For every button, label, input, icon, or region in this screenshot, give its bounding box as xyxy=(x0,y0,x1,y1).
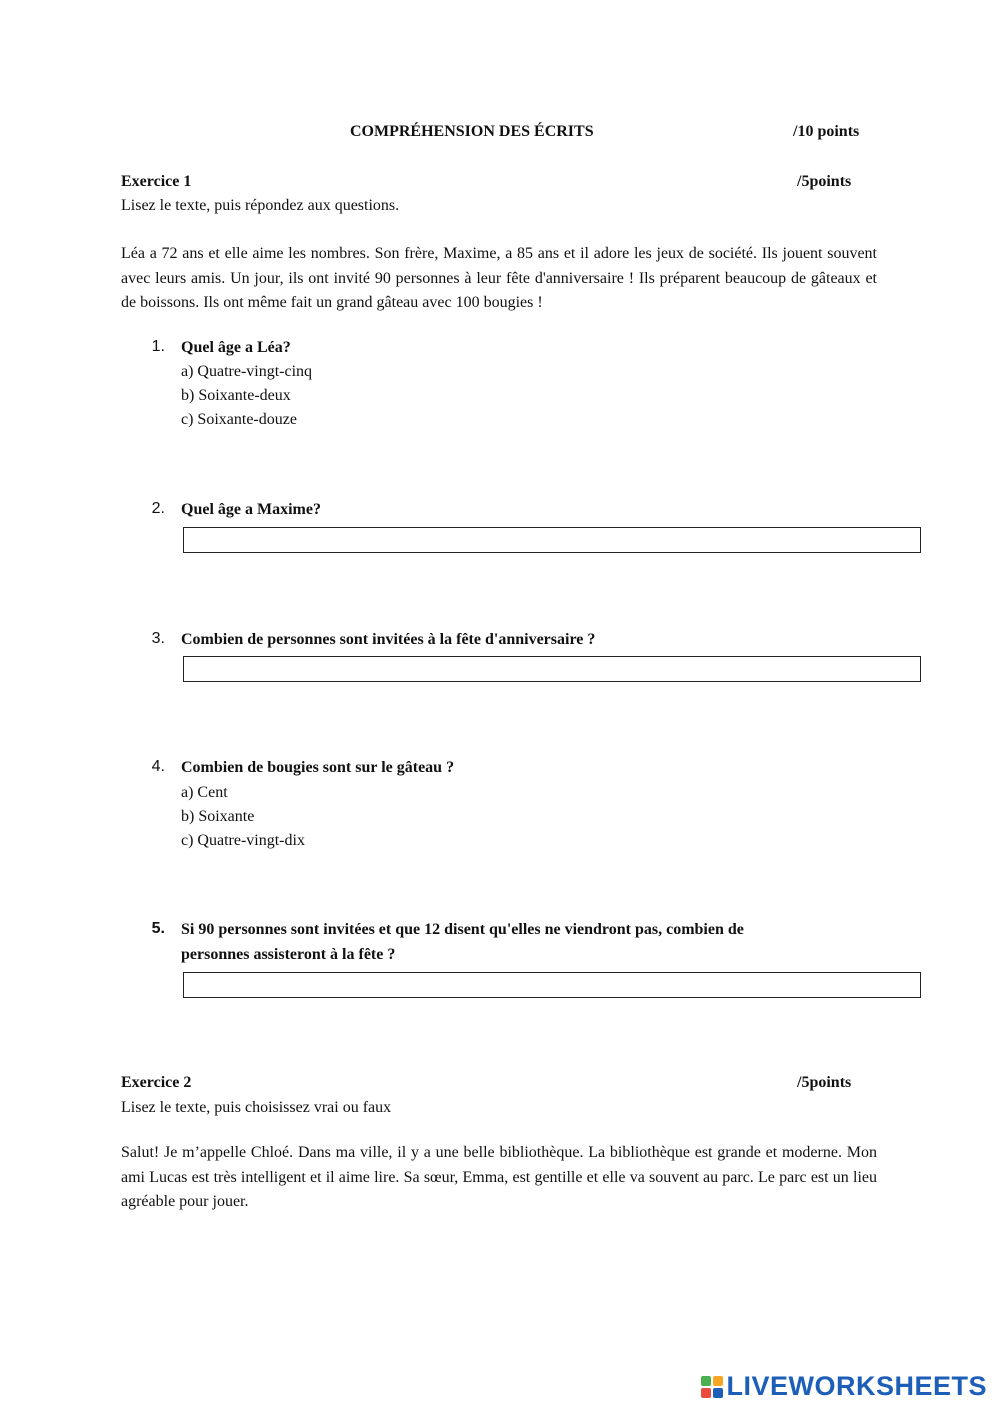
question5-number: 5. xyxy=(151,920,165,937)
question1-option-b[interactable]: b) Soixante-deux xyxy=(181,387,291,404)
exercise2-text: Salut! Je m’appelle Chloé. Dans ma ville, il y a une belle bibliothèque. La bibliothèque est grande et moderne. Mon ami Lucas est très intelligent et il aime lire. Sa sœur, Emma, est gentille et elle va souvent au parc. Le parc est un lieu agréable pour jouer. xyxy=(121,1144,877,1211)
question5-text-line1: Si 90 personnes sont invitées et que 12 disent qu'elles ne viendront pas, combien de xyxy=(181,921,744,938)
page-title: COMPRÉHENSION DES ÉCRITS xyxy=(350,123,594,140)
question2-number: 2. xyxy=(151,500,165,517)
question2-text: Quel âge a Maxime? xyxy=(181,501,321,518)
question1-number: 1. xyxy=(151,338,165,355)
logo-text: LIVEWORKSHEETS xyxy=(726,1371,987,1401)
question1-option-a[interactable]: a) Quatre-vingt-cinq xyxy=(181,363,313,380)
exercise1-text: Léa a 72 ans et elle aime les nombres. Son frère, Maxime, a 85 ans et il adore les jeux de société. Ils jouent souvent avec leurs amis. Un jour, ils ont invité 90 personnes à leur fête d'anniversaire ! Ils préparent beaucoup de gâteaux et de boissons. Ils ont même fait un grand gâteau avec 100 bougies ! xyxy=(121,245,877,312)
question5-answer-box[interactable] xyxy=(183,972,921,998)
exercise2-title: Exercice 2 xyxy=(121,1074,192,1091)
question3-answer-box[interactable] xyxy=(183,656,921,682)
question4-option-b[interactable]: b) Soixante xyxy=(181,808,255,825)
question3-answer-input[interactable] xyxy=(184,657,920,681)
question1-text: Quel âge a Léa? xyxy=(181,339,291,356)
question4-option-a[interactable]: a) Cent xyxy=(181,784,228,801)
exercise1-title: Exercice 1 xyxy=(121,173,192,190)
exercise2-instruction: Lisez le texte, puis choisissez vrai ou faux xyxy=(121,1099,392,1116)
exercise2-points: /5points xyxy=(797,1074,852,1091)
question3-number: 3. xyxy=(151,630,165,647)
question1-option-c[interactable]: c) Soixante-douze xyxy=(181,411,297,428)
question4-text: Combien de bougies sont sur le gâteau ? xyxy=(181,759,455,776)
liveworksheets-logo[interactable] xyxy=(701,1371,987,1402)
question5-text-line2: personnes assisteront à la fête ? xyxy=(181,946,396,963)
exercise1-points: /5points xyxy=(797,173,852,190)
question2-answer-box[interactable] xyxy=(183,527,921,553)
question2-answer-input[interactable] xyxy=(184,528,920,552)
liveworksheets-logo-icon xyxy=(701,1376,723,1398)
exercise1-instruction: Lisez le texte, puis répondez aux questions. xyxy=(121,197,400,214)
question4-number: 4. xyxy=(151,758,165,775)
question5-answer-input[interactable] xyxy=(184,973,920,997)
total-points: /10 points xyxy=(793,123,860,140)
question4-option-c[interactable]: c) Quatre-vingt-dix xyxy=(181,832,305,849)
question3-text: Combien de personnes sont invitées à la fête d'anniversaire ? xyxy=(181,631,596,648)
